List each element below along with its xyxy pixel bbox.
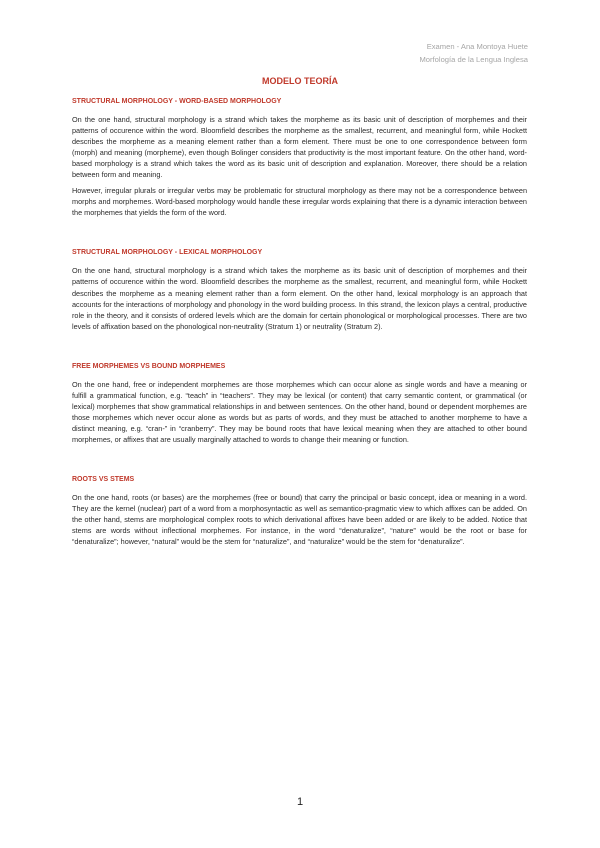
section-heading: STRUCTURAL MORPHOLOGY - WORD-BASED MORPHOLOGY — [72, 98, 282, 105]
paragraph: On the one hand, free or independent morphemes are those morphemes which can occur alone as single words and have a meaning or fulfill a grammatical function, e.g. “teach” in “teachers”. They may be lexical (or content) that carry semantic content, or grammatical (or lexical) morphemes that show grammatical relationships in and between sentences. On the other hand, bound or dependent morphemes are those morphemes which never occur alone as words but as parts of words, and they must be attached to another morpheme to have a distinct meaning, e.g. “cran-” in “cranberry”. They may be bound roots that have lexical meaning when they are attached to other bound morphemes, or affixes that are usually marginally attached to words to change their meaning or function. — [72, 379, 527, 444]
document-title: MODELO TEORÍA — [262, 76, 338, 86]
paragraph: On the one hand, roots (or bases) are the morphemes (free or bound) that carry the principal or basic concept, idea or meaning in a word. They are the kernel (nuclear) part of a word from a morphosyntactic as well as semantico-pragmatic view to which affixes can be added. On the other hand, stems are morphological complex roots to which derivational affixes have been added or are likely to be added. Notice that stems are words without inflectional morphemes. For instance, in the word “denaturalize”, “nature” would be the root or base for “denaturalize”; however, “natural” would be the stem for “naturalize”, and “naturalize” would be the stem for “denaturalize”. — [72, 492, 527, 547]
paragraph: However, irregular plurals or irregular verbs may be problematic for structural morphology as there may not be a correspondence between morphs and morphemes. Word-based morphology would handle these irregular words explaining that there is a dynamic interaction between the morphemes that yields the form of the word. — [72, 186, 527, 218]
section — [72, 363, 527, 445]
header-author: Examen - Ana Montoya Huete — [426, 42, 528, 51]
header-course: Morfología de la Lengua Inglesa — [419, 55, 528, 64]
section — [72, 98, 527, 218]
section-heading: STRUCTURAL MORPHOLOGY - LEXICAL MORPHOLOGY — [72, 249, 263, 257]
document-body — [72, 98, 527, 552]
section-heading: ROOTS VS STEMS — [72, 475, 135, 483]
section — [72, 476, 527, 547]
page-number: 1 — [296, 796, 304, 808]
section — [72, 249, 527, 331]
paragraph: On the one hand, structural morphology is a strand which takes the morpheme as its basic unit of description of morphemes and their patterns of occurence within the word. Bloomfield describes the morpheme as the smallest, recurrent, and meaningful form, while Hockett describes the morpheme as a meaning element rather than a form element. On the other hand, lexical morphology is an approach that accounts for the interactions of morphology and phonology in the word building process. In this strand, the lexicon plays a central, productive role in the theory, and it consists of ordered levels which are the domain for certain phonological or morphological processes. There are two levels of affixation based on the phonological non-neutrality (Stratum 1) or neutrality (Stratum 2). — [72, 266, 527, 331]
section-heading: FREE MORPHEMES VS BOUND MORPHEMES — [72, 362, 226, 370]
paragraph: On the one hand, structural morphology is a strand which takes the morpheme as its basic unit of description of morphemes and their patterns of occurence within the word. Bloomfield describes the morpheme as the smallest, recurrent, and meaningful form, while Hockett describes the morpheme as a meaning element rather than a form element. There must be one to one correspondence between form (morph) and meaning (morpheme), even though Bolinger considers that productivity is the most important feature. On the other hand, word-based morphology is a strand which takes the word as its basic unit of description and explanation. Moreover, there should be a relation between form and meaning. — [72, 115, 527, 180]
page-header — [419, 40, 528, 66]
